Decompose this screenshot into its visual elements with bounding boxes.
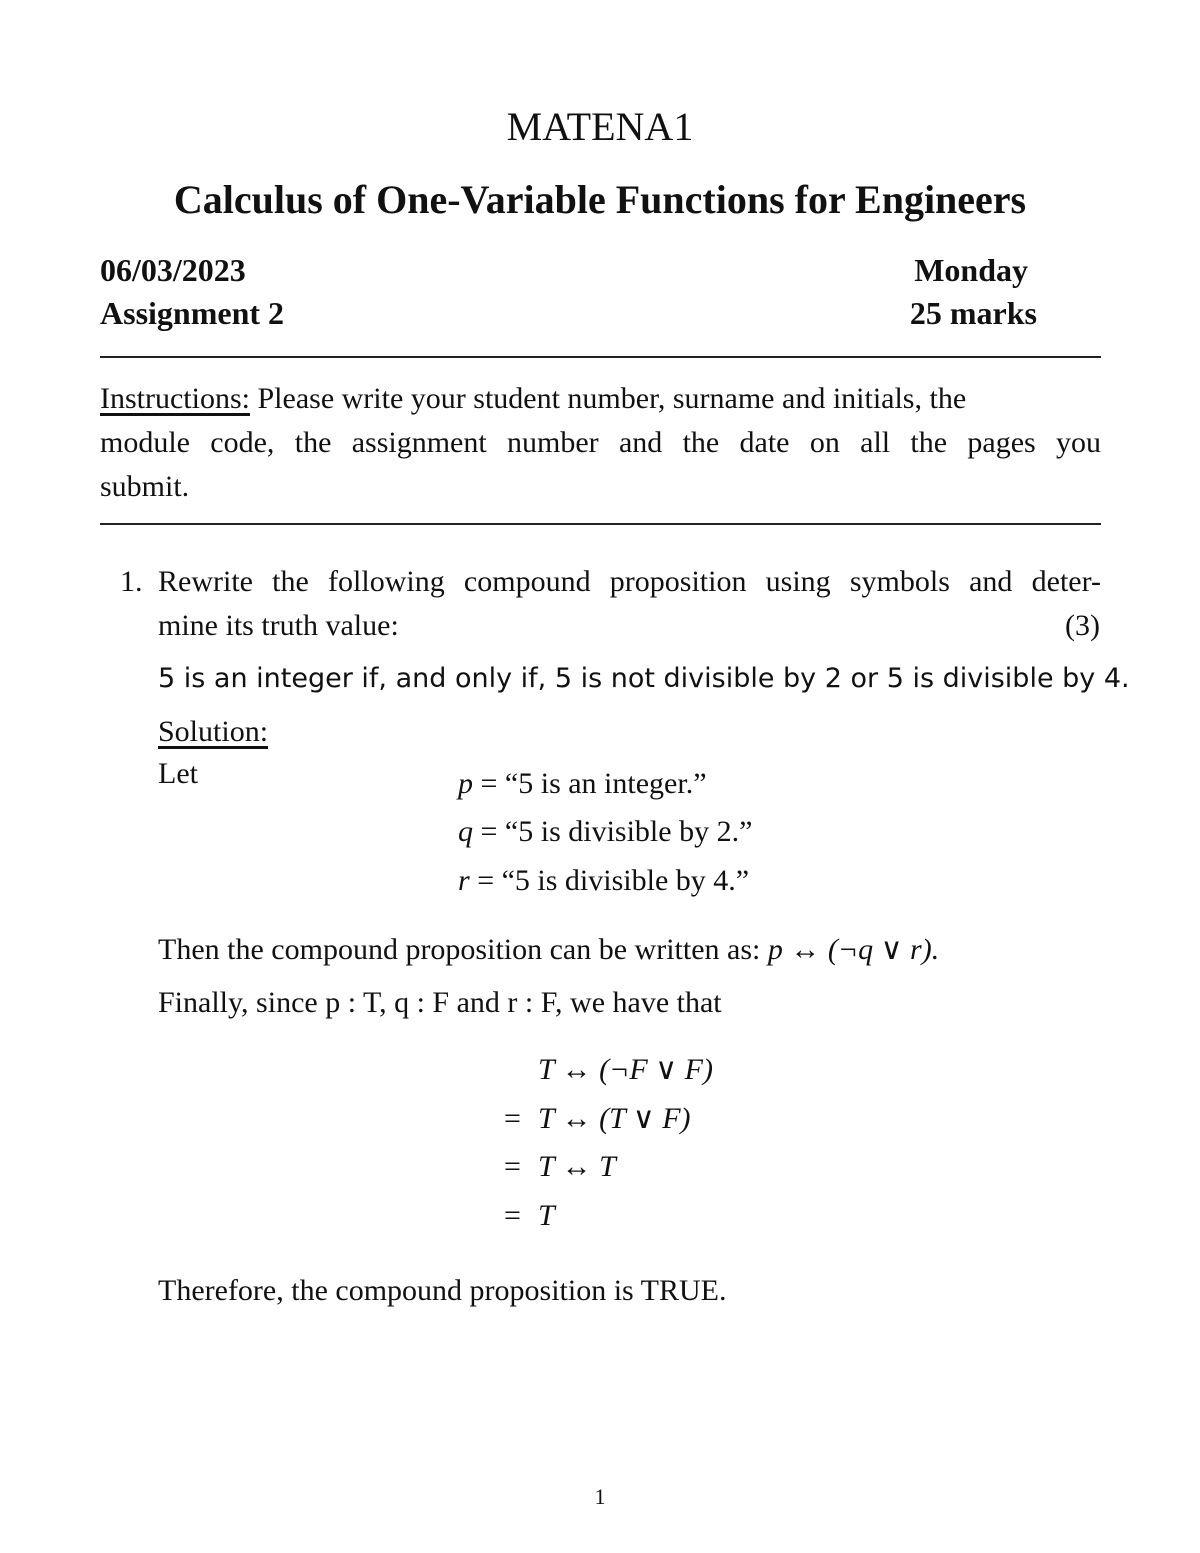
instructions-line-3: submit. [100, 470, 190, 503]
assignment-marks: 25 marks [909, 295, 1037, 331]
definition-q [458, 815, 752, 849]
then-text: Then the compound proposition can be written as: [158, 933, 761, 966]
derivation-expr: T ↔ (T ∨ F) [538, 1102, 691, 1135]
derivation-step-3 [504, 1150, 616, 1184]
instructions-rule [100, 523, 1101, 525]
assignment-day: Monday [914, 252, 1028, 288]
instructions-text-1: Please write your student number, surname and initials, the [257, 382, 967, 415]
derivation-expr: T [538, 1199, 555, 1232]
instructions-line-1 [100, 382, 966, 416]
derivation-step-4 [504, 1199, 555, 1233]
definition-p [458, 767, 707, 801]
definition-r [458, 864, 749, 898]
derivation-prefix: = [504, 1199, 521, 1232]
finally-line: Finally, since p : T, q : F and r : F, we have that [158, 986, 722, 1019]
page-number: 1 [594, 1484, 606, 1509]
definition-var: r [458, 864, 470, 897]
course-code: MATENA1 [506, 104, 694, 149]
assignment-number: Assignment 2 [100, 295, 285, 331]
then-expression: p ↔ (¬q ∨ r). [767, 933, 940, 966]
assignment-date: 06/03/2023 [100, 252, 246, 288]
instructions-line-2: module code, the assignment number and the date on all the pages you [100, 426, 1101, 459]
let-label: Let [158, 757, 198, 790]
then-line [158, 932, 939, 967]
definition-eq: = “5 is divisible by 2.” [473, 815, 753, 848]
definition-var: q [458, 815, 473, 848]
question-prompt-line-1: Rewrite the following compound proposition using symbols and deter- [158, 565, 1101, 598]
solution-label: Solution: [158, 715, 269, 748]
proposition-statement: 5 is an integer if, and only if, 5 is not divisible by 2 or 5 is divisible by 4. [158, 663, 1130, 694]
derivation-expr: T ↔ T [538, 1150, 616, 1183]
derivation-prefix: = [504, 1102, 521, 1135]
conclusion: Therefore, the compound proposition is TRUE. [158, 1274, 727, 1307]
instructions-label: Instructions: [100, 382, 250, 415]
definition-var: p [458, 767, 473, 800]
question-number: 1. [120, 565, 143, 598]
definition-eq: = “5 is an integer.” [473, 767, 707, 800]
derivation-expr: T ↔ (¬F ∨ F) [538, 1053, 713, 1086]
derivation-prefix: = [504, 1150, 521, 1183]
derivation-step-1 [504, 1052, 713, 1087]
course-title: Calculus of One-Variable Functions for Engineers [173, 177, 1027, 222]
header-rule [100, 356, 1101, 358]
question-prompt-line-2: mine its truth value: [158, 609, 399, 642]
definition-eq: = “5 is divisible by 4.” [469, 864, 750, 897]
derivation-step-2 [504, 1101, 691, 1136]
question-marks: (3) [1065, 609, 1100, 642]
